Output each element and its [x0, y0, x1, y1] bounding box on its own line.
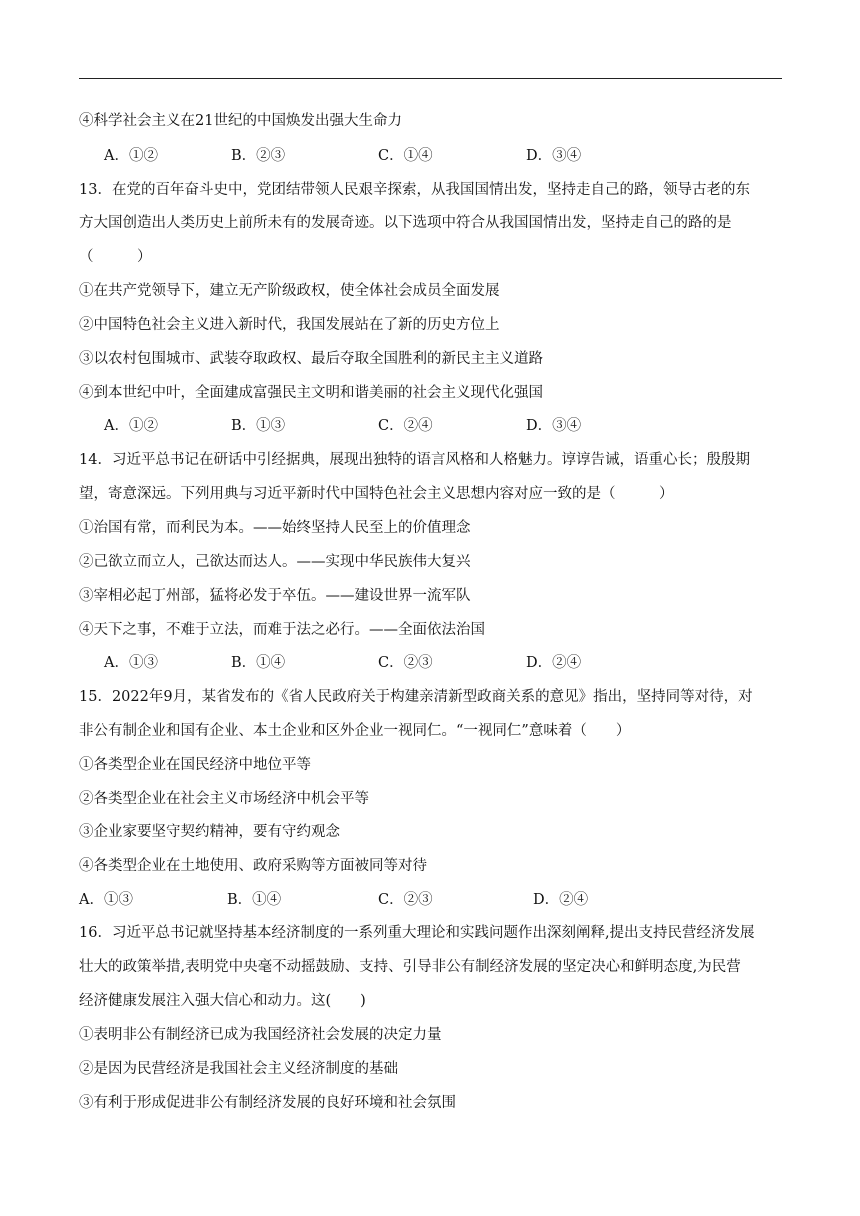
q12-option-a[interactable]: A．①② — [104, 148, 158, 164]
q13-item-2: ②中国特色社会主义进入新时代，我国发展站在了新的历史方位上 — [79, 317, 500, 333]
q15-option-b[interactable]: B．①④ — [227, 892, 282, 908]
q16-stem-line-3: 经济健康发展注入强大信心和动力。这( ) — [79, 993, 366, 1009]
q15-option-a[interactable]: A．①③ — [79, 892, 133, 908]
q14-item-3: ③宰相必起丁州部，猛将必发于卒伍。——建设世界一流军队 — [79, 588, 471, 604]
q13-answer-blank: （ ） — [79, 249, 152, 265]
q13-option-b[interactable]: B．①③ — [231, 418, 286, 434]
q14-item-4: ④天下之事，不难于立法，而难于法之必行。——全面依法治国 — [79, 622, 485, 638]
q14-item-2: ②己欲立而立人，己欲达而达人。——实现中华民族伟大复兴 — [79, 554, 471, 570]
q12-option-b[interactable]: B．②③ — [231, 148, 286, 164]
q14-option-a[interactable]: A．①③ — [104, 655, 158, 671]
q13-option-c[interactable]: C．②④ — [378, 418, 433, 434]
q14-stem-line-2: 望，寄意深远。下列用典与习近平新时代中国特色社会主义思想内容对应一致的是（ ） — [79, 486, 674, 502]
q15-item-2: ②各类型企业在社会主义市场经济中机会平等 — [79, 791, 369, 807]
header-rule — [79, 78, 782, 79]
q14-option-b[interactable]: B．①④ — [231, 655, 286, 671]
q14-option-c[interactable]: C．②③ — [378, 655, 433, 671]
q15-option-c[interactable]: C．②③ — [378, 892, 433, 908]
q16-stem-line-1: 16．习近平总书记就坚持基本经济制度的一系列重大理论和实践问题作出深刻阐释,提出支持民营经济发展 — [79, 925, 755, 941]
q13-item-1: ①在共产党领导下，建立无产阶级政权，使全体社会成员全面发展 — [79, 283, 500, 299]
q15-stem-line-1: 15．2022年9月，某省发布的《省人民政府关于构建亲清新型政商关系的意见》指出，坚持同等对待，对 — [79, 689, 753, 705]
q14-item-1: ①治国有常，而利民为本。——始终坚持人民至上的价值理念 — [79, 520, 471, 536]
q16-stem-line-2: 壮大的政策举措,表明党中央毫不动摇鼓励、支持、引导非公有制经济发展的坚定决心和鲜明态度,为民营 — [79, 959, 741, 975]
q16-item-3: ③有利于形成促进非公有制经济发展的良好环境和社会氛围 — [79, 1095, 456, 1111]
q15-item-3: ③企业家要坚守契约精神，要有守约观念 — [79, 824, 340, 840]
q13-stem-line-1: 13．在党的百年奋斗史中，党团结带领人民艰辛探索，从我国国情出发，坚持走自己的路，领导古老的东 — [79, 182, 750, 198]
q13-stem-line-2: 方大国创造出人类历史上前所未有的发展奇迹。以下选项中符合从我国国情出发，坚持走自己的路的是 — [79, 215, 732, 231]
q15-option-d[interactable]: D．②④ — [533, 892, 589, 908]
q14-stem-line-1: 14．习近平总书记在研话中引经据典，展现出独特的语言风格和人格魅力。谆谆告诫，语重心长；殷殷期 — [79, 452, 750, 468]
q15-item-1: ①各类型企业在国民经济中地位平等 — [79, 757, 311, 773]
q16-item-2: ②是因为民营经济是我国社会主义经济制度的基础 — [79, 1061, 398, 1077]
q12-option-c[interactable]: C．①④ — [378, 148, 433, 164]
q16-item-1: ①表明非公有制经济已成为我国经济社会发展的决定力量 — [79, 1027, 442, 1043]
q12-item-4: ④科学社会主义在21世纪的中国焕发出强大生命力 — [79, 113, 402, 129]
q15-item-4: ④各类型企业在土地使用、政府采购等方面被同等对待 — [79, 858, 427, 874]
q13-item-4: ④到本世纪中叶，全面建成富强民主文明和谐美丽的社会主义现代化强国 — [79, 385, 543, 401]
q13-option-a[interactable]: A．①② — [104, 418, 158, 434]
q15-stem-line-2: 非公有制企业和国有企业、本土企业和区外企业一视同仁。“一视同仁”意味着（ ） — [79, 723, 631, 739]
q14-option-d[interactable]: D．②④ — [526, 655, 582, 671]
q13-item-3: ③以农村包围城市、武装夺取政权、最后夺取全国胜利的新民主主义道路 — [79, 351, 543, 367]
q12-option-d[interactable]: D．③④ — [526, 148, 582, 164]
q13-option-d[interactable]: D．③④ — [526, 418, 582, 434]
